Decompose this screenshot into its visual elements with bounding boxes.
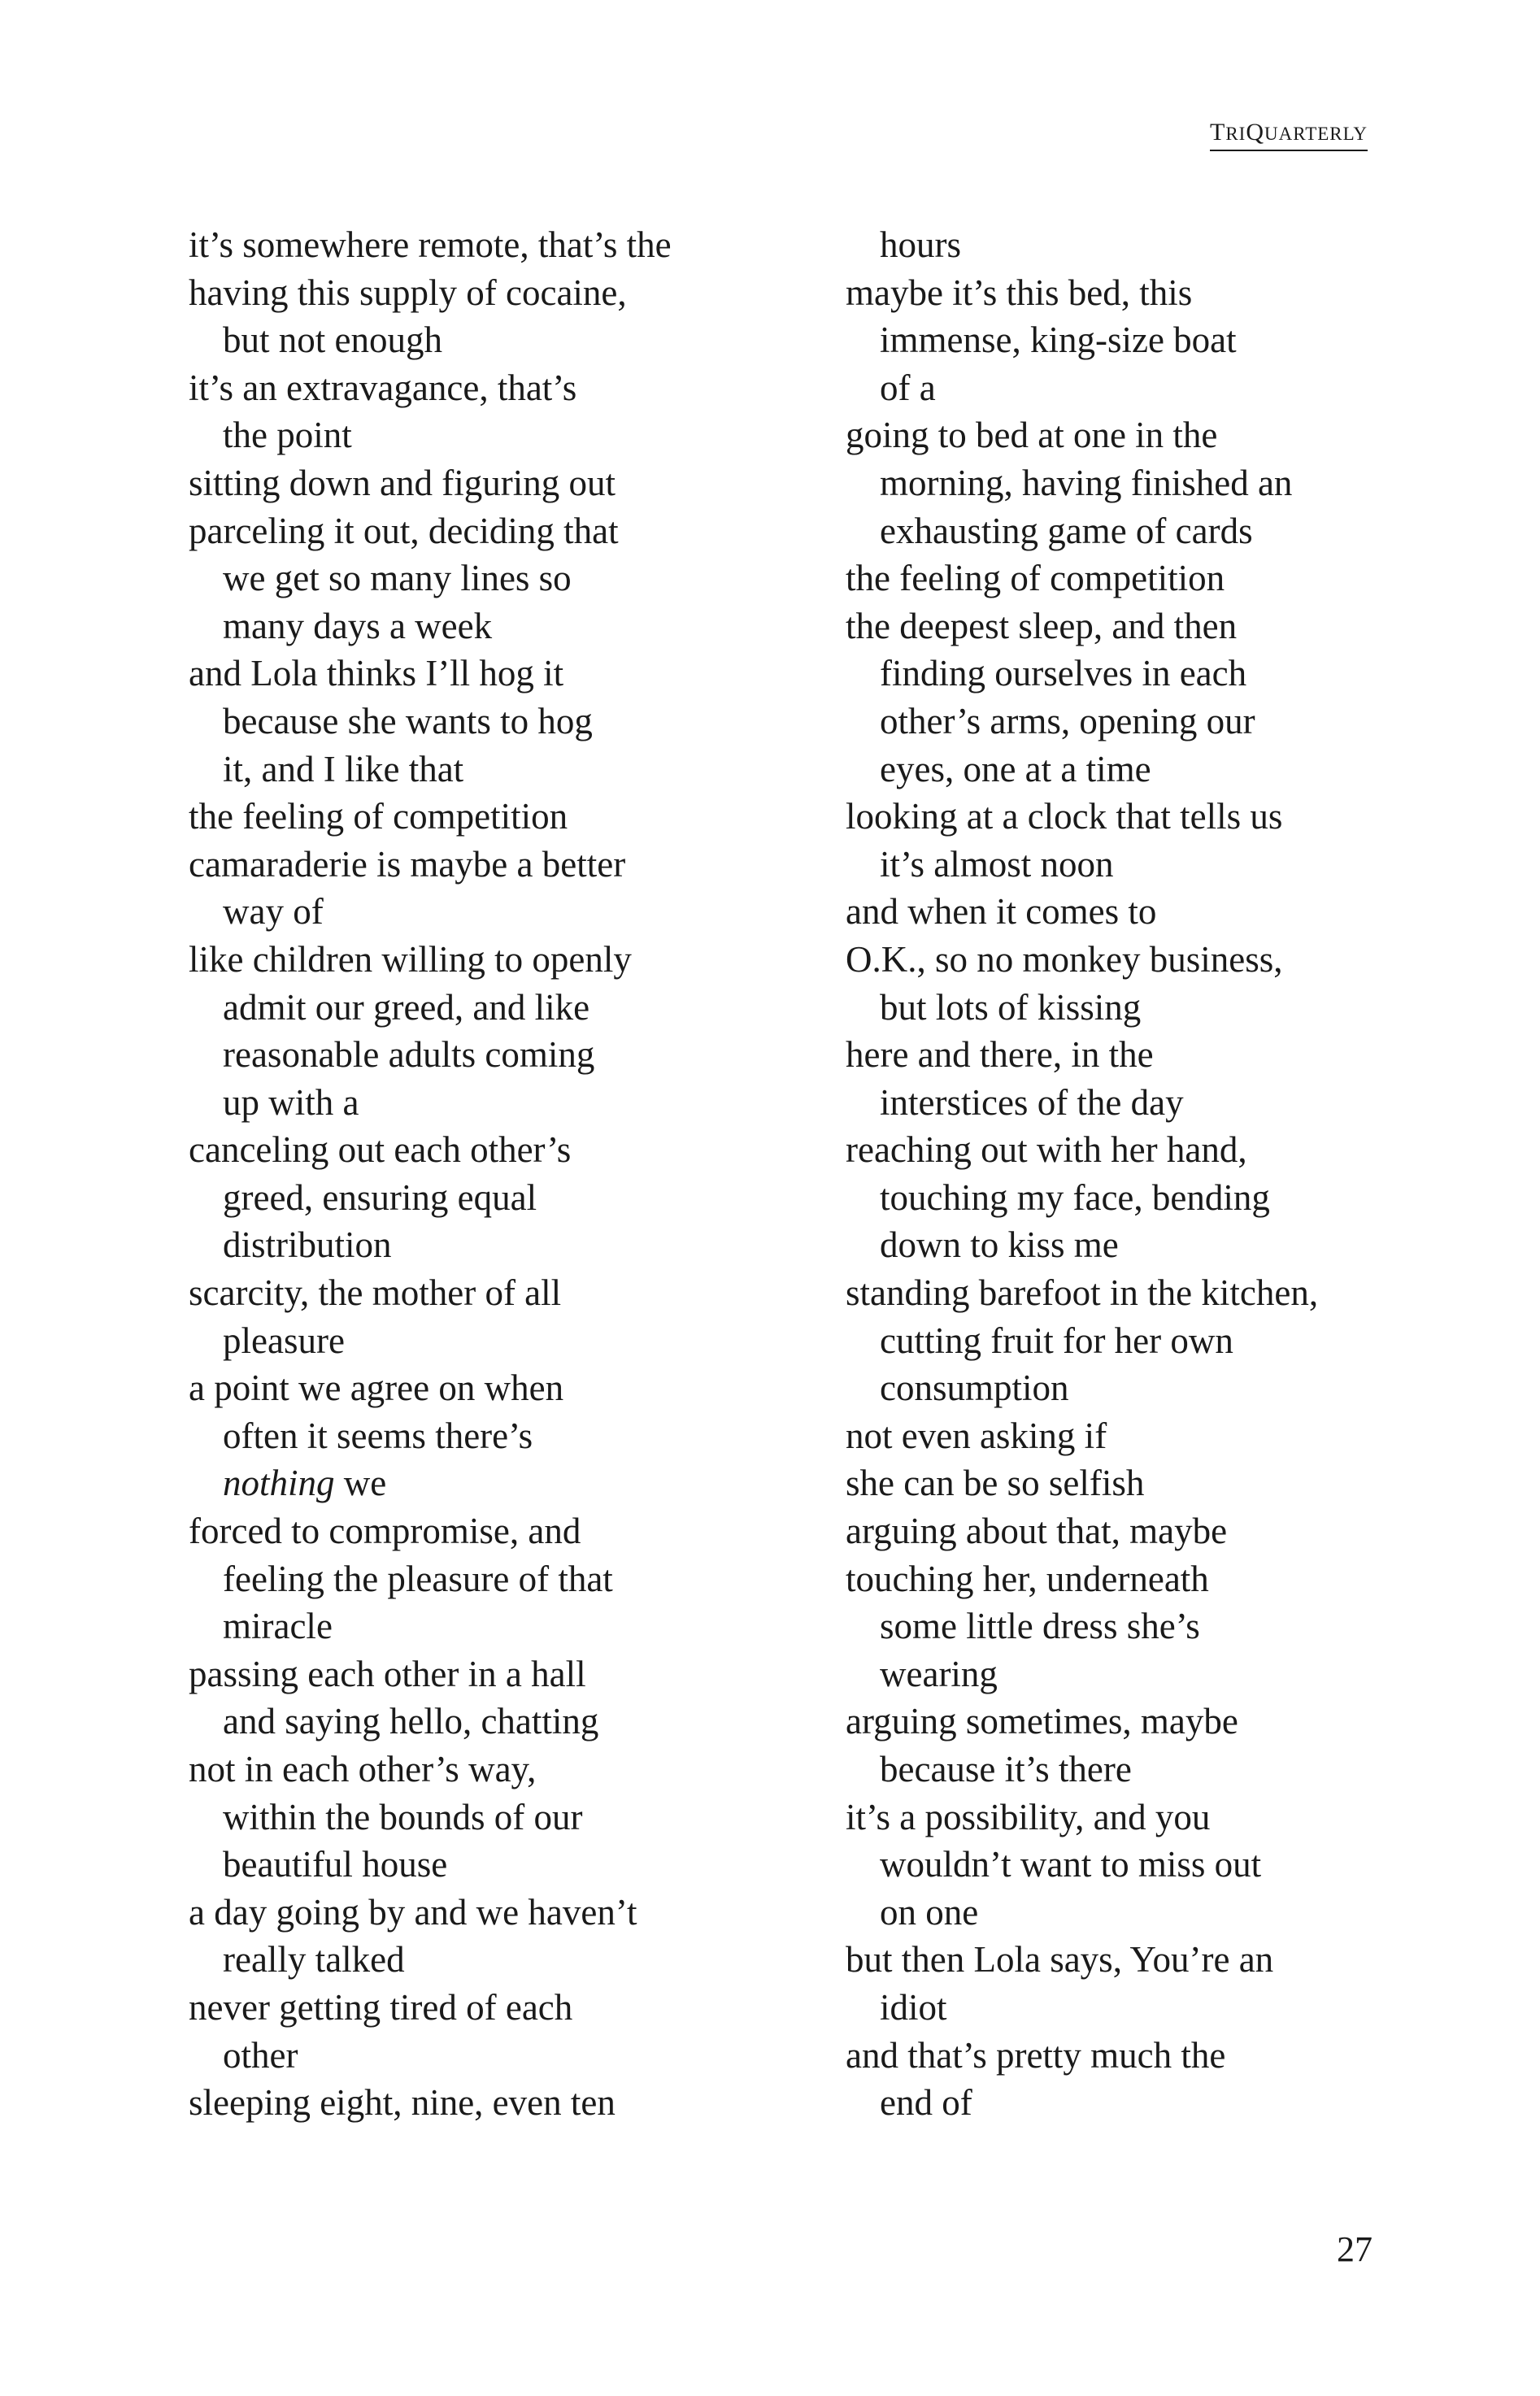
poem-line: on one (880, 1891, 979, 1933)
poem-line: scarcity, the mother of all (189, 1272, 562, 1314)
poem-line: looking at a clock that tells us (846, 796, 1283, 837)
poem-line: maybe it’s this bed, this (846, 272, 1193, 313)
header-smallcaps-uarterly: UARTERLY (1264, 124, 1368, 144)
poem-line: it’s almost noon (880, 843, 1114, 885)
poem-line: the deepest sleep, and then (846, 605, 1238, 646)
poem-line: never getting tired of each (189, 1986, 573, 2028)
poem-line: beautiful house (223, 1844, 448, 1885)
poem-line: it’s an extravagance, that’s (189, 367, 577, 408)
poem-line: a day going by and we haven’t (189, 1891, 637, 1933)
poem-line: pleasure (223, 1320, 345, 1361)
poem-line: often it seems there’s (223, 1415, 533, 1456)
poem-line: morning, having finished an (880, 462, 1293, 503)
poem-line: a point we agree on when (189, 1368, 564, 1409)
poem-line: because she wants to hog (223, 700, 593, 741)
line-suffix: we (334, 1463, 387, 1504)
poem-line: way of (223, 891, 324, 933)
poem-line: of a (880, 367, 936, 408)
poem-line: passing each other in a hall (189, 1653, 586, 1694)
poem-line: but lots of kissing (880, 986, 1142, 1028)
running-header (1210, 120, 1368, 151)
poem-line: up with a (223, 1081, 359, 1123)
poem-line: the feeling of competition (189, 796, 568, 837)
poem-line: here and there, in the (846, 1034, 1154, 1076)
poem-line: but not enough (223, 320, 442, 361)
poem-line: immense, king-size boat (880, 320, 1237, 361)
poem-line: many days a week (223, 605, 493, 646)
poem-line: camaraderie is maybe a better (189, 843, 626, 885)
poem-line: reasonable adults coming (223, 1034, 595, 1076)
header-initial-q: Q (1246, 119, 1265, 146)
poem-line: standing barefoot in the kitchen, (846, 1272, 1319, 1314)
poem-line: within the bounds of our (223, 1796, 583, 1837)
poem-line: interstices of the day (880, 1081, 1184, 1123)
poem-line: really talked (223, 1939, 405, 1981)
poem-line: O.K., so no monkey business, (846, 938, 1283, 980)
poem-line: having this supply of cocaine, (189, 272, 627, 313)
poem-line: it’s a possibility, and you (846, 1796, 1211, 1837)
poem-line: sitting down and figuring out (189, 462, 616, 503)
poem-line: arguing about that, maybe (846, 1511, 1228, 1552)
poem-line: wearing (880, 1653, 998, 1694)
poem-line: wouldn’t want to miss out (880, 1844, 1262, 1885)
poem-line: parceling it out, deciding that (189, 510, 619, 551)
poem-line: other (223, 2034, 298, 2076)
poem-line: hours (880, 224, 961, 265)
poem-line: miracle (223, 1606, 333, 1647)
italic-word: nothing (223, 1463, 335, 1504)
poem-line: end of (880, 2082, 972, 2124)
poem-line: consumption (880, 1368, 1069, 1409)
poem-line: the point (223, 415, 352, 456)
poem-line: eyes, one at a time (880, 748, 1151, 789)
poem-right-column (846, 221, 1496, 2127)
poem-line: going to bed at one in the (846, 415, 1218, 456)
poem-line: and Lola thinks I’ll hog it (189, 653, 564, 694)
poem-line: exhausting game of cards (880, 510, 1253, 551)
poem-line: it’s somewhere remote, that’s the (189, 224, 672, 265)
poem-line: down to kiss me (880, 1224, 1119, 1266)
poem-line: finding ourselves in each (880, 653, 1247, 694)
poem-line: some little dress she’s (880, 1606, 1200, 1647)
poem-line: feeling the pleasure of that (223, 1558, 613, 1599)
poem-line: like children willing to openly (189, 938, 632, 980)
poem-line (189, 1459, 839, 1507)
poem-line: reaching out with her hand, (846, 1129, 1247, 1171)
poem-line: sleeping eight, nine, even ten (189, 2082, 616, 2124)
poem-line: distribution (223, 1224, 392, 1266)
poem-line: not in each other’s way, (189, 1749, 537, 1789)
poem-left-column (189, 221, 839, 2127)
poem-line: but then Lola says, You’re an (846, 1939, 1274, 1981)
poem-line: not even asking if (846, 1415, 1107, 1456)
poem-line: the feeling of competition (846, 558, 1225, 599)
poem-line: touching her, underneath (846, 1558, 1209, 1599)
poem-line: we get so many lines so (223, 558, 572, 599)
poem-line: admit our greed, and like (223, 986, 590, 1028)
poem-line: touching my face, bending (880, 1176, 1270, 1218)
poem-line: she can be so selfish (846, 1463, 1145, 1504)
poem-line: it, and I like that (223, 748, 464, 789)
header-initial-t: T (1210, 119, 1226, 146)
poem-line: canceling out each other’s (189, 1129, 572, 1171)
poem-line: cutting fruit for her own (880, 1320, 1233, 1361)
poem-line: and when it comes to (846, 891, 1157, 933)
poem-line: forced to compromise, and (189, 1511, 581, 1552)
page-number: 27 (1337, 2229, 1373, 2269)
poem-line: greed, ensuring equal (223, 1176, 537, 1218)
poem-line: and that’s pretty much the (846, 2034, 1226, 2076)
poem-line: because it’s there (880, 1749, 1132, 1789)
poem-line: other’s arms, opening our (880, 700, 1255, 741)
header-smallcaps-ri: RI (1225, 124, 1246, 144)
poem-line: arguing sometimes, maybe (846, 1701, 1238, 1742)
poem-line: idiot (880, 1986, 947, 2028)
poem-line: and saying hello, chatting (223, 1701, 599, 1742)
